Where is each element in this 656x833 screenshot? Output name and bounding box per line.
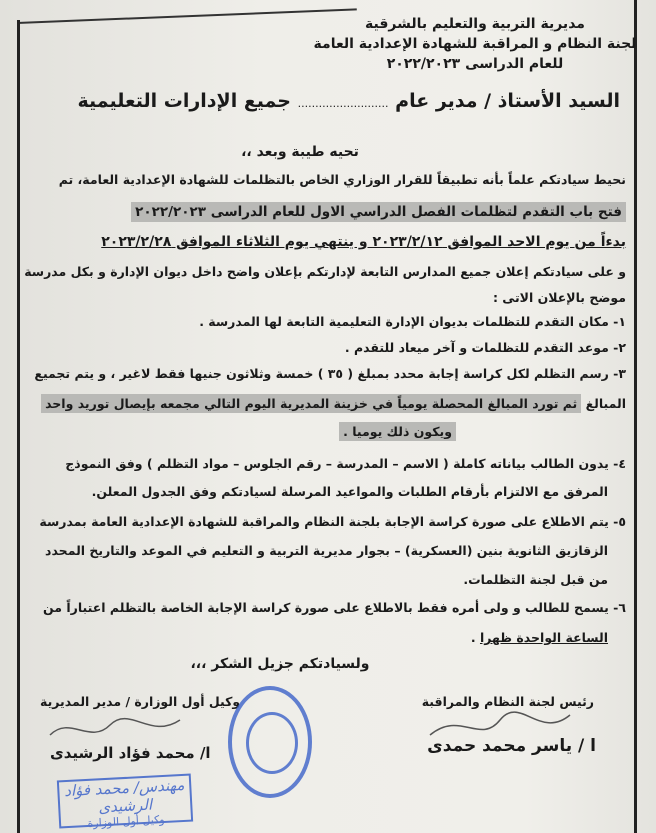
right-signature-name: ا / ياسر محمد حمدى xyxy=(427,736,596,756)
name-stamp xyxy=(57,774,193,829)
list-item-3-line-1: ٣- رسم التظلم لكل كراسة إجابة محدد بمبلغ ( ٣٥ ) خمسة وثلاثون جنيها فقط لاغير ، و يتم تجميع xyxy=(34,366,626,381)
frame-left-border xyxy=(17,20,20,833)
paragraph-2-line-2: موضح بالإعلان الاتى : xyxy=(492,290,626,305)
period: . xyxy=(470,630,480,645)
stamp-name: مهندس/ محمد فؤاد الرشيدى xyxy=(63,775,185,817)
header-year: للعام الدراسى ٢٠٢٢/٢٠٢٣ xyxy=(386,56,564,72)
left-signature-name: ا/ محمد فؤاد الرشيدى xyxy=(50,744,211,762)
header-directorate: مديرية التربية والتعليم بالشرقية xyxy=(365,16,585,32)
list-item-6-line-1: ٦- يسمح للطالب و ولى أمره فقط بالاطلاع على صورة كراسة الإجابة الخاصة بالتظلم اعتباراً من xyxy=(43,600,626,615)
list-item-6-line-2 xyxy=(471,630,608,645)
highlighted-text: فتح باب التقدم لتظلمات الفصل الدراسي الاول للعام الدراسى ٢٠٢٢/٢٠٢٣ xyxy=(131,202,626,222)
header-committee: لجنة النظام و المراقبة للشهادة الإعدادية العامة xyxy=(313,36,637,52)
official-seal-stamp xyxy=(228,686,312,798)
list-item-5-line-2: الزقازيق الثانوية بنين (العسكرية) – بجوار مديرية التربية و التعليم في الموعد والتاريخ المحدد xyxy=(45,543,608,558)
addressee-title: السيد الأستاذ / مدير عام xyxy=(395,90,620,112)
addressee-recipient: جميع الإدارات التعليمية xyxy=(77,90,291,112)
highlighted-text: ثم تورد المبالغ المحصلة يومياً في خزينة المديرية اليوم التالي مجمعه بإيصال توريد واحد xyxy=(41,394,581,413)
list-item-4-line-1: ٤- يدون الطالب بياناته كاملة ( الاسم – المدرسة – رقم الجلوس – مواد التظلم ) وفق النموذج xyxy=(65,456,626,471)
closing: ولسيادتكم جزيل الشكر ،،، xyxy=(190,656,370,672)
time-text: الساعة الواحدة ظهرا xyxy=(479,630,608,645)
addressee-dots: .......................... xyxy=(297,97,389,110)
list-item-3-word: المبالغ xyxy=(585,396,626,411)
paragraph-1-line-1: نحيط سيادتكم علماً بأنه تطبيقاً للقرار الوزاري الخاص بالتظلمات للشهادة الإعدادية العامة، تم xyxy=(58,172,626,187)
paragraph-1-line-2 xyxy=(131,204,626,220)
right-signature-title: رئيس لجنة النظام والمراقبة xyxy=(421,694,594,709)
addressee xyxy=(77,90,620,112)
frame-right-border xyxy=(634,0,637,833)
list-item-3-line-2 xyxy=(41,396,626,411)
paragraph-1-line-3: بدءاً من يوم الاحد الموافق ٢٠٢٣/٢/١٢ و ينتهي يوم الثلاثاء الموافق ٢٠٢٣/٢/٢٨ xyxy=(101,234,626,250)
list-item-4-line-2: المرفق مع الالتزام بأرقام الطلبات والمواعيد المرسلة لسيادتكم وفق الجدول المعلن. xyxy=(91,484,608,499)
highlighted-text: ويكون ذلك يوميا . xyxy=(339,422,456,441)
greeting: تحيه طيبة وبعد ،، xyxy=(241,144,359,160)
list-item-2: ٢- موعد التقدم للتظلمات و آخر ميعاد للتقدم . xyxy=(344,340,626,355)
list-item-3-line-3 xyxy=(339,424,456,439)
list-item-5-line-3: من قبل لجنة التظلمات. xyxy=(463,572,608,587)
stamp-title: وكيل أول الوزارة xyxy=(87,812,165,830)
paragraph-2-line-1: و على سيادتكم إعلان جميع المدارس التابعة لإدارتكم بإعلان واضح داخل ديوان الإدارة و بكل مدرسة xyxy=(24,264,626,279)
left-signature-title: وكيل أول الوزارة / مدير المديرية xyxy=(40,694,241,709)
list-item-5-line-1: ٥- يتم الاطلاع على صورة كراسة الإجابة بلجنة النظام والمراقبة للشهادة الإعدادية العامة بمدرسة xyxy=(39,514,626,529)
list-item-1: ١- مكان التقدم للتظلمات بديوان الإدارة التعليمية التابعة لها المدرسة . xyxy=(199,314,626,329)
